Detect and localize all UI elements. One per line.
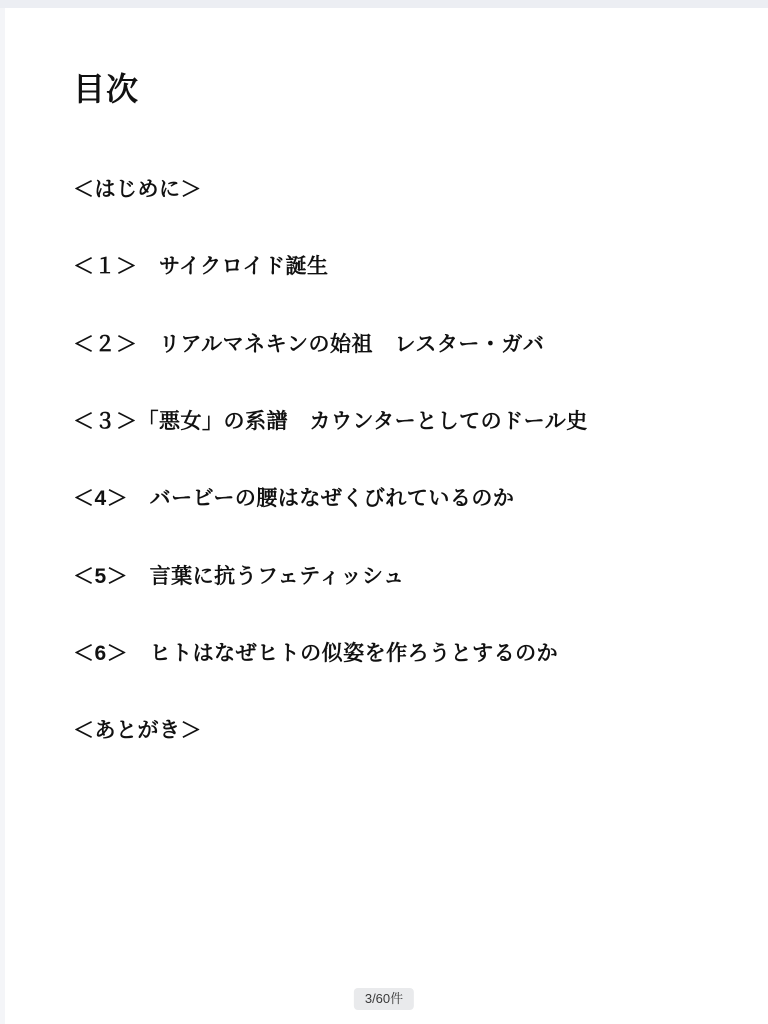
toc-entry-4[interactable]: ＜4＞ バービーの腰はなぜくびれているのか — [73, 487, 515, 511]
page-indicator: 3/60件 — [354, 988, 414, 1010]
page-content — [5, 8, 768, 1024]
toc-entry-6[interactable]: ＜6＞ ヒトはなぜヒトの似姿を作ろうとするのか — [73, 642, 559, 666]
table-of-contents — [73, 176, 733, 746]
toc-entry-2[interactable]: ＜２＞ リアルマネキンの始祖 レスター・ガバ — [73, 332, 545, 356]
page-title: 目次 — [73, 71, 140, 107]
toc-entry-3[interactable]: ＜３＞「悪女」の系譜 カウンターとしてのドール史 — [73, 410, 588, 434]
toc-entry-afterword[interactable]: ＜あとがき＞ — [73, 719, 202, 743]
toc-entry-5[interactable]: ＜5＞ 言葉に抗うフェティッシュ — [73, 564, 405, 588]
toc-entry-intro[interactable]: ＜はじめに＞ — [73, 178, 202, 201]
top-margin-band — [0, 0, 768, 8]
toc-entry-1[interactable]: ＜１＞ サイクロイド誕生 — [73, 255, 329, 279]
